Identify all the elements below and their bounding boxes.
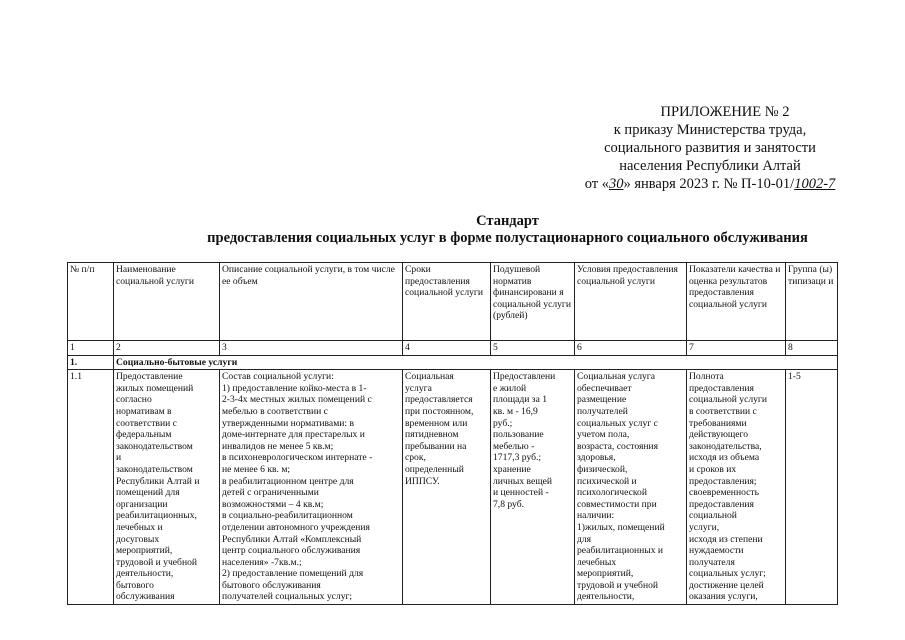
cell-line: законодательством	[116, 463, 193, 475]
cell-line: лечебных	[577, 556, 617, 568]
quality-indicators-cell	[687, 370, 786, 605]
cell-line: площади за 1	[493, 394, 548, 406]
cell-line: трудовой и учебной	[116, 556, 198, 568]
cell-line: при постоянном,	[405, 405, 474, 417]
cell-line: пятидневном	[405, 429, 459, 441]
cell-line: отделении автономного учреждения	[222, 521, 370, 533]
appendix-block	[560, 103, 860, 193]
cell-line: 2) предоставление помещений для	[222, 568, 364, 580]
cell-line: кв. м - 16,9	[493, 405, 538, 417]
cell-line: мероприятий,	[577, 568, 634, 580]
header-cell: Условия предоставления социальной услуги	[575, 263, 687, 341]
cell-line: руб.;	[493, 417, 513, 429]
cell-line: мебелью -	[493, 440, 535, 452]
cell-line: получателей социальных услуг;	[222, 591, 353, 603]
cell-line: социальных услуг;	[689, 568, 766, 580]
cell-line: не менее 6 кв. м;	[222, 463, 291, 475]
cell-line: и сроков их	[689, 463, 737, 475]
cell-line: и	[116, 452, 122, 464]
cell-line: предоставляется	[405, 394, 473, 406]
service-description-cell	[220, 370, 403, 605]
cell-line: деятельности,	[116, 568, 174, 580]
cell-line: нормативам в	[116, 405, 172, 417]
column-number: 8	[786, 341, 838, 356]
cell-line: услуги,	[689, 521, 720, 533]
column-number: 3	[220, 341, 403, 356]
cell-line: и ценностей -	[493, 487, 549, 499]
cell-line: детей с ограниченными	[222, 487, 319, 499]
cell-line: Социальная услуга	[577, 371, 656, 383]
cell-line: психической и	[577, 475, 637, 487]
cell-line: мебелью в соответствии с	[222, 405, 328, 417]
cell-line: центр социального обслуживания	[222, 545, 361, 557]
cell-line: получателей	[577, 405, 628, 417]
appendix-date-line	[560, 175, 860, 193]
cell-line: 1)жилых, помещений	[577, 521, 665, 533]
appendix-region-line: населения Республики Алтай	[619, 158, 801, 174]
cell-line: исходя из степени	[689, 533, 763, 545]
cell-line: временном или	[405, 417, 468, 429]
appendix-title: ПРИЛОЖЕНИЕ № 2	[660, 104, 790, 120]
cell-line: в реабилитационном центре для	[222, 475, 354, 487]
cell-line: предоставления	[689, 382, 754, 394]
cell-line: е жилой	[493, 382, 527, 394]
standard-table	[67, 262, 838, 605]
cell-line: реабилитационных и	[577, 545, 664, 557]
cell-line: физической,	[577, 463, 628, 475]
cell-line: здоровья,	[577, 452, 616, 464]
column-number: 7	[687, 341, 786, 356]
cell-line: Состав социальной услуги:	[222, 371, 334, 383]
header-cell: Подушевой норматив финансировани я социальной услуги (рублей)	[491, 263, 575, 341]
cell-line: законодательства,	[689, 440, 762, 452]
cell-line: получателя	[689, 556, 735, 568]
order-number-handwritten: 1002-7	[794, 176, 836, 192]
row-number: 1.1	[68, 370, 114, 605]
cell-line: помещений для	[116, 487, 180, 499]
cell-line: обеспечивает	[577, 382, 632, 394]
cell-line: требованиями	[689, 417, 747, 429]
table-row	[68, 370, 838, 605]
column-number-row	[68, 341, 838, 356]
cell-line: Предоставление	[116, 371, 183, 383]
cell-line: Республики Алтай и	[116, 475, 200, 487]
cell-line: законодательством	[116, 440, 193, 452]
cell-line: в соответствии с	[689, 405, 757, 417]
cell-line: пользование	[493, 429, 544, 441]
cell-line: пребывании на	[405, 440, 467, 452]
section-row	[68, 355, 838, 370]
column-number: 1	[68, 341, 114, 356]
cell-line: оказания услуги,	[689, 591, 758, 603]
cell-line: исходя из объема	[689, 452, 760, 464]
service-name-cell	[114, 370, 220, 605]
cell-line: хранение	[493, 463, 531, 475]
header-cell: Группа (ы) типизаци и	[786, 263, 838, 341]
cell-line: для	[577, 533, 592, 545]
cell-line: совместимости при	[577, 498, 657, 510]
appendix-ministry-line: социального развития и занятости	[604, 140, 816, 156]
section-name: Социально-бытовые услуги	[114, 355, 838, 370]
cell-line: наличии:	[577, 510, 615, 522]
cell-line: Республики Алтай «Комплексный	[222, 533, 362, 545]
cell-line: досуговых	[116, 533, 160, 545]
cell-line: достижение целей	[689, 579, 764, 591]
cell-line: социальной	[689, 510, 737, 522]
cell-line: жилых помещений	[116, 382, 194, 394]
cell-line: личных вещей	[493, 475, 553, 487]
date-middle: » января 2023 г. № П-10-01/	[623, 176, 795, 192]
cell-line: возраста, состояния	[577, 440, 659, 452]
header-cell: Сроки предоставления социальной услуги	[403, 263, 491, 341]
cell-line: Предоставлени	[493, 371, 556, 383]
cell-line: федеральным	[116, 429, 172, 441]
cell-line: 1) предоставление койко-места в 1-	[222, 382, 367, 394]
cell-line: определенный	[405, 463, 464, 475]
table-header-row	[68, 263, 838, 341]
typing-group-cell: 1-5	[786, 370, 838, 605]
service-conditions-cell	[575, 370, 687, 605]
column-number: 5	[491, 341, 575, 356]
header-cell: Наименование социальной услуги	[114, 263, 220, 341]
date-day-handwritten: 30	[608, 176, 624, 192]
cell-line: услуга	[405, 382, 432, 394]
cell-line: трудовой и учебной	[577, 579, 659, 591]
document-subtitle: предоставления социальных услуг в форме полустационарного социального обслуживания	[207, 230, 808, 246]
cell-line: лечебных и	[116, 521, 163, 533]
column-number: 4	[403, 341, 491, 356]
cell-line: предоставления	[689, 498, 754, 510]
cell-line: согласно	[116, 394, 152, 406]
cell-line: 1717,3 руб.;	[493, 452, 542, 464]
cell-line: социальной услуги	[689, 394, 768, 406]
section-number: 1.	[68, 355, 114, 370]
cell-line: Социальная	[405, 371, 454, 383]
service-terms-cell	[403, 370, 491, 605]
cell-line: утвержденными нормативами: в	[222, 417, 354, 429]
cell-line: ИППСУ.	[405, 475, 440, 487]
cell-line: размещение	[577, 394, 627, 406]
cell-line: мероприятий,	[116, 545, 173, 557]
cell-line: бытового	[116, 579, 154, 591]
cell-line: психологической	[577, 487, 647, 499]
cell-line: социальных услуг с	[577, 417, 658, 429]
cell-line: предоставления;	[689, 475, 757, 487]
cell-line: соответствии с	[116, 417, 177, 429]
column-number: 6	[575, 341, 687, 356]
cell-line: населения» -7кв.м.;	[222, 556, 302, 568]
cell-line: реабилитационных,	[116, 510, 197, 522]
header-cell: Показатели качества и оценка результатов предоставления социальной услуги	[687, 263, 786, 341]
header-cell: Описание социальной услуги, в том числе ее объем	[220, 263, 403, 341]
appendix-order-line: к приказу Министерства труда,	[613, 122, 807, 138]
cell-line: возможностями – 4 кв.м;	[222, 498, 324, 510]
column-number: 2	[114, 341, 220, 356]
cell-line: срок,	[405, 452, 426, 464]
cell-line: в психоневрологическом интернате -	[222, 452, 373, 464]
cell-line: бытового обслуживания	[222, 579, 321, 591]
cell-line: доме-интернате для престарелых и	[222, 429, 365, 441]
cell-line: 2-3-4х местных жилых помещений с	[222, 394, 372, 406]
financing-norm-cell	[491, 370, 575, 605]
header-cell: № п/п	[68, 263, 114, 341]
cell-line: своевременность	[689, 487, 759, 499]
cell-line: Полнота	[689, 371, 724, 383]
cell-line: обслуживания	[116, 591, 175, 603]
cell-line: инвалидов не менее 5 кв.м;	[222, 440, 334, 452]
cell-line: организации	[116, 498, 168, 510]
cell-line: деятельности,	[577, 591, 635, 603]
cell-line: в социально-реабилитационном	[222, 510, 353, 522]
cell-line: учетом пола,	[577, 429, 630, 441]
document-title: Стандарт	[476, 213, 539, 229]
cell-line: 7,8 руб.	[493, 498, 525, 510]
date-prefix: от «	[584, 176, 609, 192]
cell-line: действующего	[689, 429, 749, 441]
cell-line: нуждаемости	[689, 545, 744, 557]
